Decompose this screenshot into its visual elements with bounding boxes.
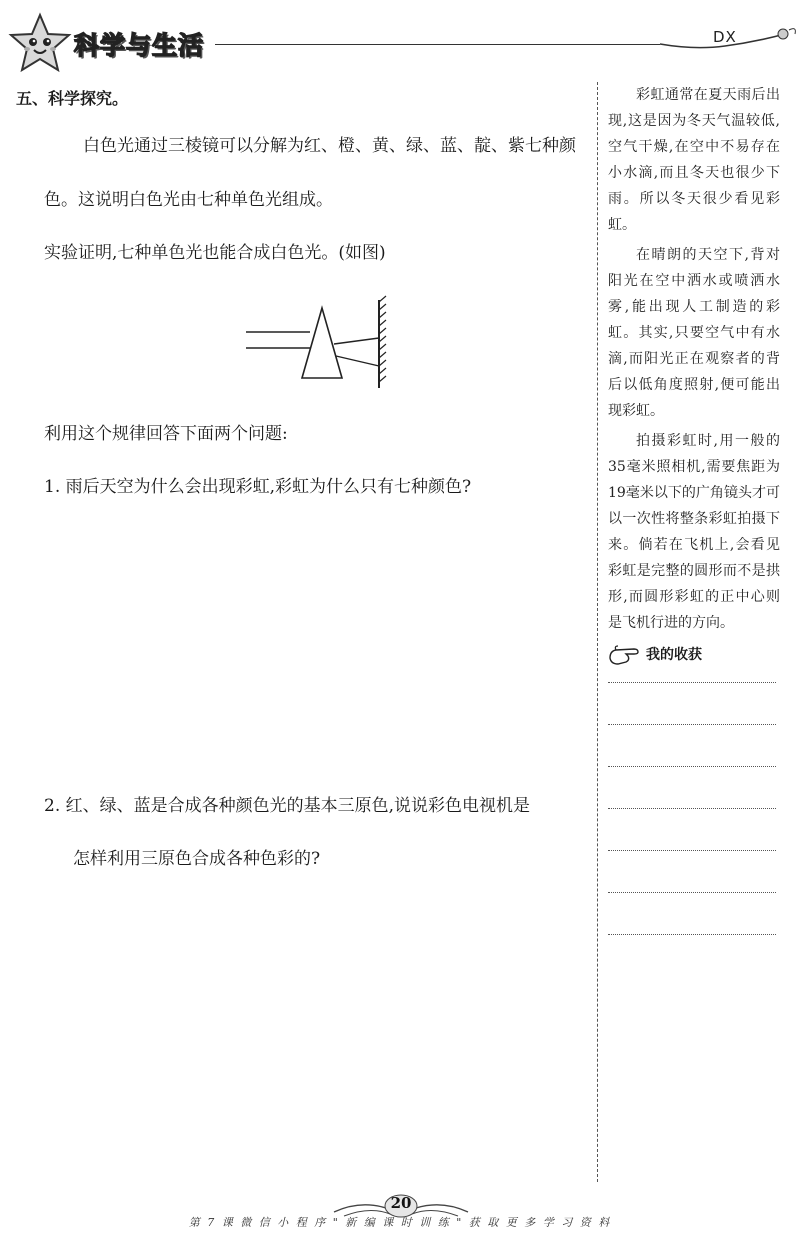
sidebar-paragraph: 拍摄彩虹时,用一般的35毫米照相机,需要焦距为19毫米以下的广角镜头才可以一次性将整条彩虹拍摄下来。倘若在飞机上,会看见彩虹是完整的圆形而不是拱形,而圆形彩虹的正中心则是飞机行进的方向。 (608, 433, 780, 631)
question-1: 1. 雨后天空为什么会出现彩虹,彩虹为什么只有七种颜色? (44, 477, 472, 497)
footer-text: 第 7 课 微 信 小 程 序 " 新 编 课 时 训 练 " 获 取 更 多 学 习 资 料 (188, 1216, 612, 1229)
brand-title: 科学与生活 (74, 31, 205, 60)
note-line[interactable] (608, 724, 776, 725)
page-footer (0, 1192, 800, 1236)
page-header (0, 0, 800, 80)
pointing-hand-icon (608, 642, 644, 668)
paragraph-experiment: 实验证明,七种单色光也能合成白色光。(如图) (44, 243, 386, 263)
page-number: 20 (390, 1194, 412, 1212)
sidebar (608, 82, 780, 976)
note-line[interactable] (608, 892, 776, 893)
header-code: DX (713, 28, 737, 46)
paragraph-composition: 色。这说明白色光由七种单色光组成。 (44, 190, 333, 210)
note-lines[interactable] (608, 682, 780, 935)
sidebar-paragraph: 彩虹通常在夏天雨后出现,这是因为冬天气温较低,空气干燥,在空中不易存在小水滴,而且冬天也很少下雨。所以冬天很少看见彩虹。 (608, 87, 780, 233)
question-2-line-2: 怎样利用三原色合成各种色彩的? (73, 849, 321, 869)
sidebar-divider (597, 82, 598, 1182)
paragraph-prism: 白色光通过三棱镜可以分解为红、橙、黄、绿、蓝、靛、紫七种颜 (83, 136, 576, 156)
question-2-line-1: 2. 红、绿、蓝是合成各种颜色光的基本三原色,说说彩色电视机是 (44, 796, 531, 816)
star-mascot-icon (8, 12, 72, 76)
harvest-heading (608, 640, 780, 674)
header-rule (215, 44, 660, 45)
paragraph-instruction: 利用这个规律回答下面两个问题: (44, 424, 288, 444)
section-title: 五、科学探究。 (16, 89, 129, 108)
note-line[interactable] (608, 766, 776, 767)
note-line[interactable] (608, 934, 776, 935)
harvest-label: 我的收获 (646, 647, 702, 663)
sidebar-paragraph: 在晴朗的天空下,背对阳光在空中洒水或喷洒水雾,能出现人工制造的彩虹。其实,只要空气中有水滴,而阳光正在观察者的背后以低角度照射,便可能出现彩虹。 (608, 247, 780, 419)
prism-diagram (244, 294, 394, 390)
note-line[interactable] (608, 850, 776, 851)
note-line[interactable] (608, 808, 776, 809)
note-line[interactable] (608, 682, 776, 683)
